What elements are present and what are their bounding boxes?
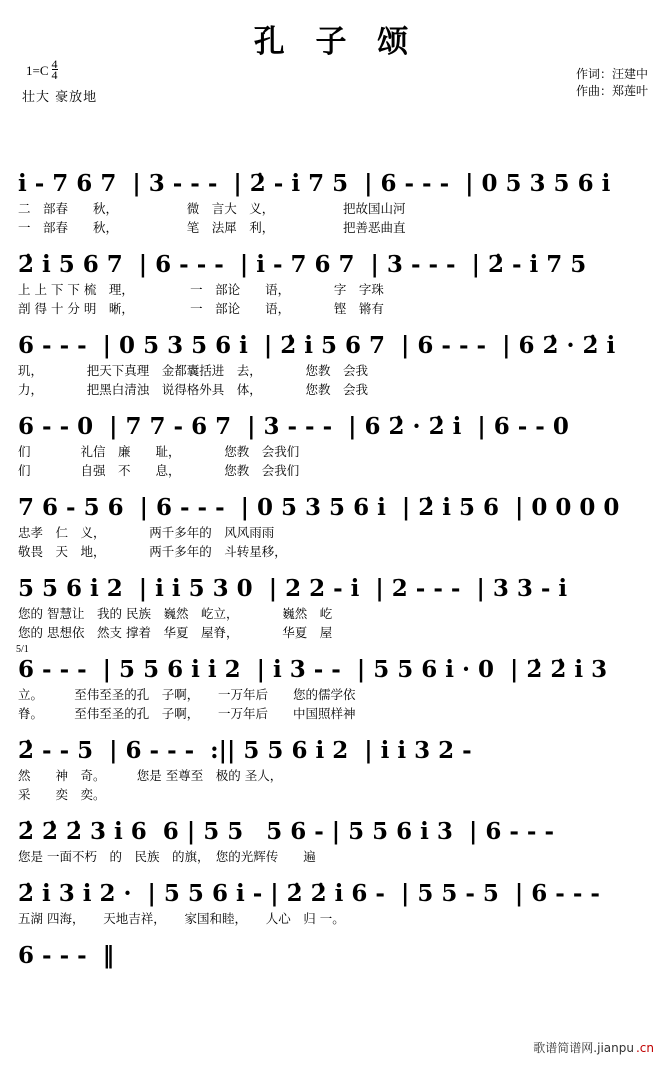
key-time-signature bbox=[26, 57, 58, 82]
page-title: 孔 子 颂 bbox=[253, 24, 419, 60]
note-row: i - 7 6 7 | 3 - - - | 2̇ - i 7 5 | 6 - - - | 0 5 3 5 6 i bbox=[18, 170, 611, 197]
fingering-annotation: 5/1 bbox=[16, 644, 29, 655]
note-row: 5 5 6 i 2 | i i 5 3 0 | 2 2 - i | 2 - - - | 3 3 - i bbox=[18, 575, 568, 602]
note-row: 2̇ - - 5 | 6 - - - :|| 5 5 6 i 2 | i i 3 2 - bbox=[18, 737, 472, 764]
lyric-row-1: 五湖 四海， 天地吉祥， 家国和睦， 人心 归 一。 bbox=[18, 911, 345, 926]
watermark bbox=[533, 1039, 654, 1056]
lyric-row-2: 们 自强 不 息， 您教 会我们 bbox=[18, 463, 300, 478]
watermark-tld: .cn bbox=[635, 1041, 654, 1055]
time-signature bbox=[52, 59, 58, 80]
note-row: 7 6 - 5 6 | 6 - - - | 0 5 3 5 6 i | 2̇ i 5 6 | 0 0 0 0 bbox=[18, 494, 620, 521]
note-row: 6 - - - | 5 5 6 i i 2 | i 3 - - | 5 5 6 i · 0 | 2̇ 2̇ i 3 bbox=[18, 656, 608, 683]
note-row: 2̇ i 3 i 2 · | 5 5 6 i - | 2̇ 2̇ i 6 - | 5 5 - 5 | 6 - - - bbox=[18, 880, 600, 907]
lyric-row-2: 剖 得 十 分 明 晰， 一 部论 语， 铿 锵有 bbox=[18, 301, 384, 316]
lyric-row-1: 忠孝 仁 义， 两千多年的 风风雨雨 bbox=[18, 525, 275, 540]
lyric-row-1: 您的 智慧让 我的 民族 巍然 屹立， 巍然 屹 bbox=[18, 606, 333, 621]
note-row: 2̇ i 5 6 7 | 6 - - - | i - 7 6 7 | 3 - - - | 2̇ - i 7 5 bbox=[18, 251, 587, 278]
credits bbox=[576, 66, 648, 100]
note-row: 2̇ 2̇ 2̇ 3 i 6 6 | 5 5 5 6 - | 5 5 6 i 3 | 6 - - - bbox=[18, 818, 554, 845]
lyric-row-1: 然 神 奇。 您是 至尊至 极的 圣人， bbox=[18, 768, 283, 783]
time-signature-numerator: 4 bbox=[51, 57, 58, 71]
music-system bbox=[18, 817, 654, 866]
lyric-row-2: 脊。 至伟至圣的孔 子啊， 一万年后 中国照样神 bbox=[18, 706, 356, 721]
music-system bbox=[18, 169, 654, 237]
music-system bbox=[18, 250, 654, 318]
music-system bbox=[18, 331, 654, 399]
lyric-row-2: 力， 把黑白清浊 说得格外具 体， 您教 会我 bbox=[18, 382, 369, 397]
tempo-mood-marking: 壮大 豪放地 bbox=[22, 90, 98, 105]
lyric-row-2: 敬畏 天 地， 两千多年的 斗转星移， bbox=[18, 544, 287, 559]
key-signature: 1=C bbox=[26, 62, 49, 78]
lyric-row-1: 二 部春 秋， 微 言大 义， 把故国山河 bbox=[18, 201, 406, 216]
composer-credit: 作曲：郑莲叶 bbox=[575, 84, 648, 98]
lyric-row-2: 您的 思想依 然支 撑着 华夏 屋脊， 华夏 屋 bbox=[18, 625, 333, 640]
music-system-final bbox=[18, 941, 654, 971]
music-system bbox=[18, 879, 654, 928]
lyric-row-1: 您是 一面不朽 的 民族 的旗， 您的光辉传 遍 bbox=[18, 849, 316, 864]
note-row: 6 - - - ‖ bbox=[18, 942, 115, 969]
music-system bbox=[16, 644, 654, 723]
watermark-text: 歌谱简谱网 bbox=[533, 1041, 594, 1055]
music-system bbox=[18, 736, 654, 804]
music-system bbox=[18, 493, 654, 561]
lyricist-credit: 作词：汪建中 bbox=[575, 67, 648, 81]
note-row: 6 - - - | 0 5 3 5 6 i | 2̇ i 5 6 7 | 6 - - - | 6 2̇ · 2̇ i bbox=[18, 332, 616, 359]
lyric-row-1: 上 上 下 下 梳 理， 一 部论 语， 字 字珠 bbox=[18, 282, 384, 297]
lyric-row-2: 采 奕 奕。 bbox=[18, 787, 106, 802]
watermark-domain: .jianpu bbox=[593, 1041, 634, 1055]
lyric-row-1: 们 礼信 廉 耻， 您教 会我们 bbox=[18, 444, 300, 459]
lyric-row-1: 立。 至伟至圣的孔 子啊， 一万年后 您的儒学依 bbox=[18, 687, 356, 702]
lyric-row-1: 玑， 把天下真理 金都囊括进 去， 您教 会我 bbox=[18, 363, 369, 378]
music-system bbox=[18, 574, 654, 642]
lyric-row-2: 一 部春 秋， 笔 法犀 利， 把善恶曲直 bbox=[18, 220, 406, 235]
note-row: 6 - - 0 | 7 7 - 6 7 | 3 - - - | 6 2̇ · 2̇ i | 6 - - 0 bbox=[18, 413, 569, 440]
music-system bbox=[18, 412, 654, 480]
time-signature-denominator: 4 bbox=[51, 68, 58, 82]
